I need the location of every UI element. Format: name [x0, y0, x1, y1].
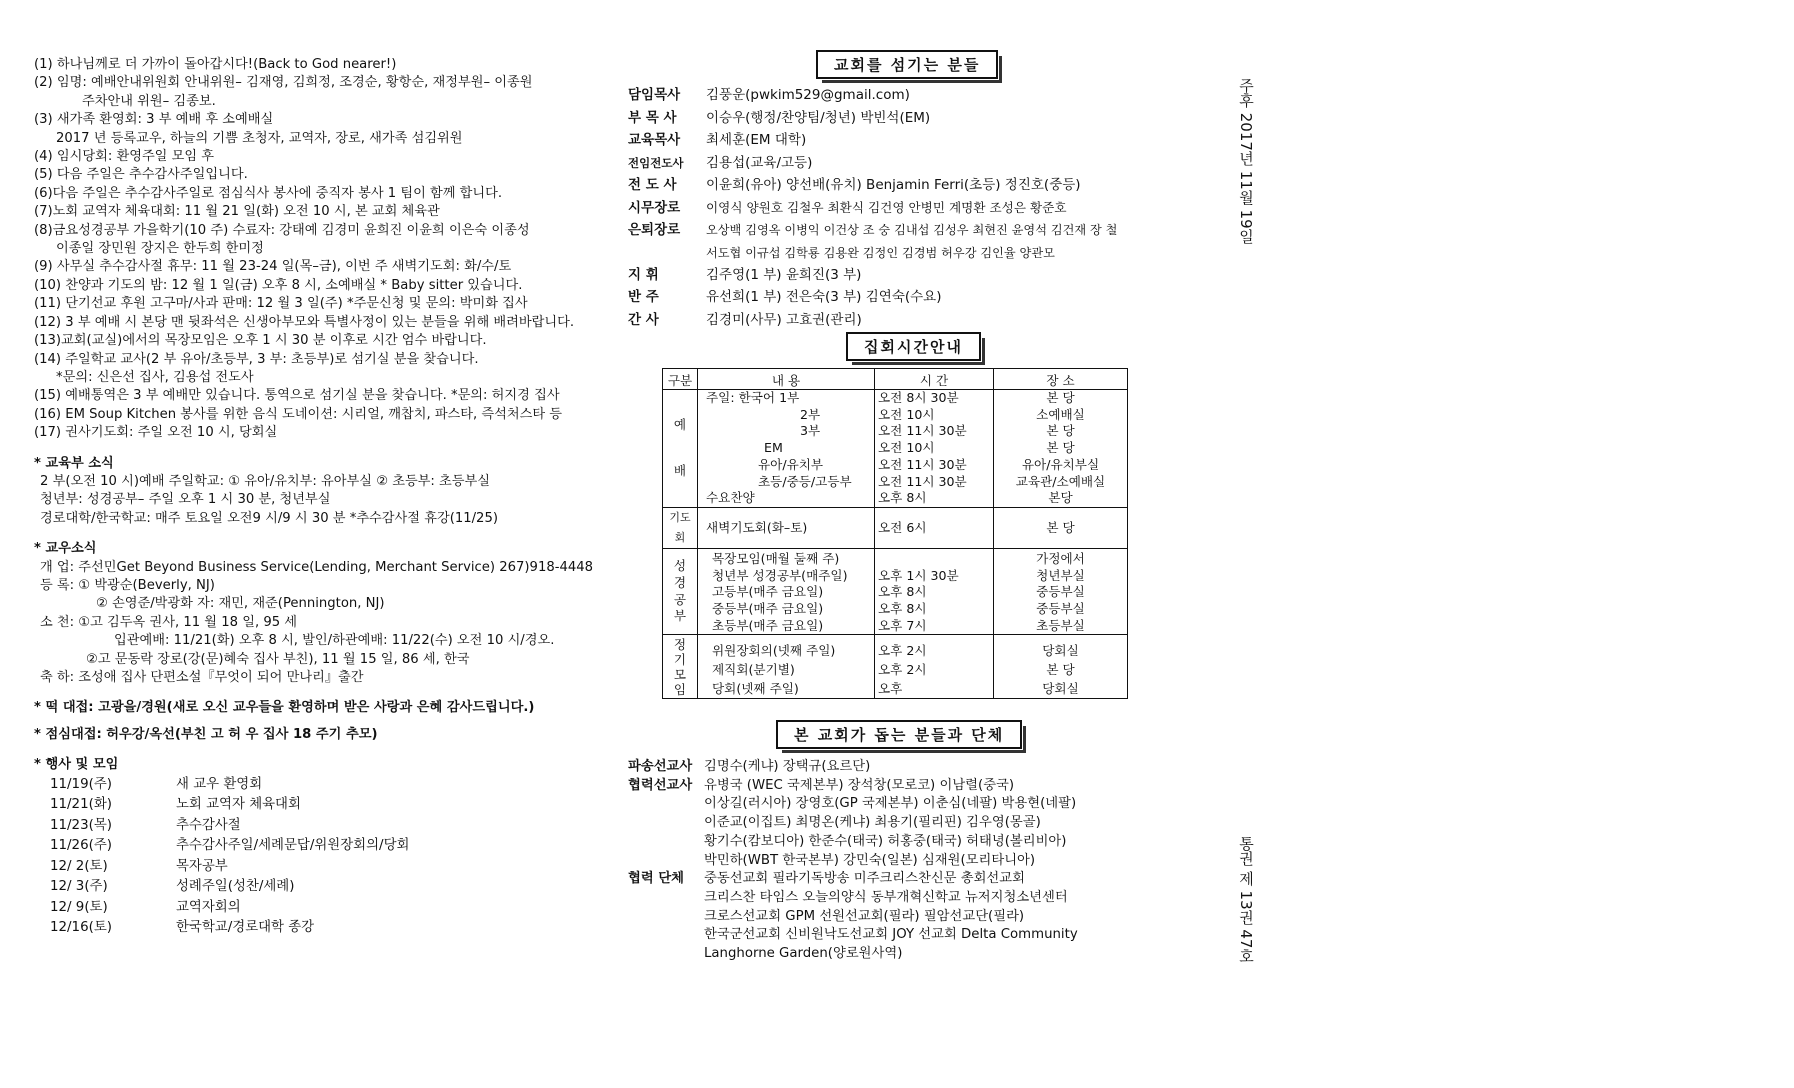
staff-row [628, 219, 1188, 242]
content-line: 제직회(분기별) [712, 662, 795, 678]
staff-role: 지 휘 [628, 266, 659, 283]
place-line: 유아/유치부실 [1021, 456, 1100, 472]
content-line: 목장모임(매월 둘째 주) [712, 550, 840, 566]
members-line: 개 업: 주선민Get Beyond Business Service(Lending, Merchant Service) 267)918-4448 [40, 559, 594, 575]
time-line: 오전 11시 30분 [878, 473, 967, 489]
announcement-item: (15) 예배통역은 3 부 예배만 있습니다. 통역으로 섬기실 분을 찾습니다. *문의: 허지경 집사 [34, 388, 560, 404]
event-name: 노회 교역자 체육대회 [176, 797, 301, 813]
members-line: 축 하: 조성애 집사 단편소설『무엇이 되어 만나리』출간 [40, 670, 364, 685]
staff-role: 전임전도사 [628, 155, 684, 170]
staff-names: 김주영(1 부) 윤희진(3 부) [706, 266, 862, 283]
time-line: 오후 7시 [878, 617, 927, 633]
announcement-item: (17) 권사기도회: 주일 오전 10 시, 당회실 [34, 425, 278, 441]
announcement-item: (14) 주일학교 교사(2 부 유아/초등부, 3 부: 초등부)로 섬기실 분을 찾습니다. [34, 351, 479, 367]
mission-names-continued: Langhorne Garden(양로원사역) [704, 946, 903, 962]
schedule-row [663, 548, 1128, 635]
announcement-item: (11) 단기선교 후원 고구마/사과 판매: 12 월 3 일(주) *주문신청 및 문의: 박미화 집사 [34, 296, 528, 312]
place-line: 본 당 [1046, 440, 1075, 456]
members-line: 입관예배: 11/21(화) 오후 8 시, 발인/하관예배: 11/22(수) 오전 10 시/경오. [114, 633, 555, 649]
time-line [878, 551, 990, 568]
place-line: 교육관/소예배실 [1015, 473, 1106, 489]
schedule-header: 구분 [663, 369, 698, 390]
schedule-category: 기도회 [663, 507, 698, 548]
mission-role: 협력선교사 [628, 777, 693, 793]
event-item [34, 898, 624, 919]
members-line: ② 손영준/박광화 자: 재민, 재준(Pennington, NJ) [96, 596, 385, 612]
content-line: 청년부 성경공부(매주일) [712, 567, 848, 583]
staff-names: 김풍운(pwkim529@gmail.com) [706, 87, 910, 103]
event-date: 11/21(화) [50, 797, 112, 813]
side-date: 주후 2017년 11월 19일 [1237, 78, 1255, 244]
event-date: 12/ 9(토) [50, 899, 108, 915]
place-line: 당회실 [1042, 643, 1079, 659]
missions-list [628, 758, 1188, 964]
staff-names-continued: 서도협 이규섭 김학룡 김용완 김정인 김경범 허우강 김인율 양관모 [706, 245, 1055, 260]
right-column [628, 50, 1198, 1050]
schedule-header: 시 간 [875, 369, 994, 390]
rice-cake-notice: * 떡 대접: 고광을/경원(새로 오신 교우들을 환영하며 받은 사랑과 은혜 감사드립니다.) [34, 700, 535, 716]
event-item [34, 836, 624, 857]
mission-names-continued: 크리스찬 타임스 오늘의양식 동부개혁신학교 뉴저지청소년센터 [704, 889, 1068, 905]
time-line: 오후 8시 [878, 601, 927, 617]
event-item [34, 816, 624, 837]
schedule-title: 집회시간안내 [846, 332, 981, 361]
event-item [34, 857, 624, 878]
content-line: 초등/중등/고등부 [758, 473, 852, 489]
event-item [34, 795, 624, 816]
announcement-item: (12) 3 부 예배 시 본당 맨 뒷좌석은 신생아부모와 특별사정이 있는 분들을 위해 배려바랍니다. [34, 314, 575, 330]
staff-names: 김용섭(교육/고등) [706, 154, 813, 171]
left-column [34, 56, 624, 939]
content-line: 중등부(매주 금요일) [712, 601, 824, 617]
missions-title: 본 교회가 돕는 분들과 단체 [776, 720, 1022, 749]
time-line: 오후 2시 [878, 643, 927, 659]
lunch-notice: * 점심대접: 허우강/옥선(부친 고 허 우 집사 18 주기 추모) [34, 726, 378, 742]
education-line: 2 부(오전 10 시)예배 주일학교: ① 유아/유치부: 유아부실 ② 초등부: 초등부실 [40, 473, 491, 489]
events-list [34, 775, 624, 939]
education-line: 경로대학/한국학교: 매주 토요일 오전9 시/9 시 30 분 *추수감사절 휴강(11/25) [40, 510, 498, 526]
place-line: 본 당 [1046, 390, 1075, 405]
announcement-item: (4) 임시당회: 환영주일 모임 후 [34, 149, 215, 165]
event-item [34, 877, 624, 898]
announcement-item: (3) 새가족 환영회: 3 부 예배 후 소예배실 [34, 112, 274, 128]
schedule-place [994, 507, 1128, 548]
staff-names: 이승우(행정/찬양팀/청년) 박빈석(EM) [706, 109, 931, 126]
category-char: 모 [673, 666, 687, 682]
content-line: 2부 [800, 406, 821, 422]
schedule-category [663, 390, 698, 508]
place-line: 본당 [1048, 490, 1073, 506]
time-line: 오전 10시 [878, 440, 935, 456]
schedule-content [698, 390, 875, 508]
schedule-category [663, 635, 698, 699]
category-char: 정 [673, 636, 687, 652]
schedule-row [663, 507, 1128, 548]
events-title: * 행사 및 모임 [34, 757, 119, 773]
staff-role: 은퇴장로 [628, 222, 681, 238]
category-char: 부 [673, 608, 687, 624]
time-line: 오후 8시 [878, 584, 927, 600]
announcement-item: *문의: 신은선 집사, 김용섭 전도사 [56, 369, 254, 385]
staff-row [628, 84, 1188, 107]
staff-names: 유선희(1 부) 전은숙(3 부) 김연숙(수요) [706, 289, 942, 305]
schedule-place [994, 390, 1128, 508]
staff-row [628, 264, 1188, 287]
schedule-place [994, 548, 1128, 635]
event-item [34, 918, 624, 939]
announcement-item: (8)금요성경공부 가을학기(10 주) 수료자: 강태예 김경미 윤희진 이윤희 이은숙 이종성 [34, 222, 530, 238]
category-char: 공 [673, 591, 687, 607]
members-section [34, 540, 624, 687]
place-line: 가정에서 [1036, 550, 1085, 566]
staff-list [628, 84, 1188, 331]
time-line: 오전 11시 30분 [878, 423, 967, 439]
schedule-header: 내 용 [698, 369, 875, 390]
schedule-place [994, 635, 1128, 699]
event-name: 교역자회의 [176, 899, 241, 915]
members-line: 등 록: ① 박광순(Beverly, NJ) [40, 577, 215, 593]
announcement-item: 이종일 장민원 장지은 한두희 한미정 [56, 241, 264, 257]
staff-names: 김경미(사무) 고효권(관리) [706, 311, 862, 328]
schedule-time [875, 548, 994, 635]
content-line: 주일: 한국어 1부 [706, 390, 800, 405]
schedule-content [698, 548, 875, 635]
schedule-time [875, 390, 994, 508]
event-date: 11/19(주) [50, 776, 112, 792]
members-title: * 교우소식 [34, 541, 97, 557]
mission-row [628, 758, 1188, 777]
announcement-item: (10) 찬양과 기도의 밤: 12 월 1 일(금) 오후 8 시, 소예배실 * Baby sitter 있습니다. [34, 277, 523, 293]
schedule-time [875, 507, 994, 548]
staff-names: 오상백 김영옥 이병익 이건상 조 숭 김내섭 김성우 최현진 윤영석 김건재 장 철 [706, 223, 1118, 237]
content-line: 고등부(매주 금요일) [712, 584, 824, 600]
mission-names-continued: 황기수(캄보디아) 한준수(태국) 허홍중(태국) 허태녕(볼리비아) [704, 833, 1067, 849]
schedule-header-row [663, 369, 1128, 390]
mission-names: 유병국 (WEC 국제본부) 장석창(모로코) 이남렬(중국) [704, 777, 1015, 793]
staff-role: 담임목사 [628, 87, 681, 103]
announcement-item: (7)노회 교역자 체육대회: 11 월 21 일(화) 오전 10 시, 본 교회 체육관 [34, 204, 440, 220]
announcement-item: 주차안내 위원– 김종보. [82, 93, 216, 109]
place-line: 청년부실 [1036, 567, 1085, 583]
content-line: 초등부(매주 금요일) [712, 617, 824, 633]
event-name: 추수감사주일/세례문답/위원장회의/당회 [176, 838, 410, 854]
staff-row [628, 129, 1188, 152]
place-line: 중등부실 [1036, 584, 1085, 600]
staff-row [628, 107, 1188, 130]
staff-role: 부 목 사 [628, 109, 677, 126]
schedule-header: 장 소 [994, 369, 1128, 390]
schedule-row [663, 390, 1128, 508]
time-line: 오전 10시 [878, 406, 935, 422]
place-line: 당회실 [1042, 681, 1079, 697]
schedule-time [875, 635, 994, 699]
announcement-item: (13)교회(교실)에서의 목장모임은 오후 1 시 30 분 이후로 시간 엄수 바랍니다. [34, 333, 487, 349]
staff-row [628, 174, 1188, 197]
announcement-item: (1) 하나님께로 더 가까이 돌아갑시다!(Back to God nearer!) [34, 57, 397, 72]
mission-role: 파송선교사 [628, 759, 693, 774]
schedule-content [698, 507, 875, 548]
staff-role: 전 도 사 [628, 177, 677, 193]
time-line: 오후 1시 30분 [878, 567, 959, 583]
content-line: EM [764, 440, 783, 456]
staff-role: 시무장로 [628, 199, 681, 216]
event-name: 한국학교/경로대학 종강 [176, 920, 315, 936]
announcement-item: (16) EM Soup Kitchen 봉사를 위한 음식 도네이션: 시리얼, 깨찹치, 파스타, 즉석처스타 등 [34, 406, 563, 422]
place-line: 소예배실 [1036, 406, 1085, 422]
schedule-category [663, 548, 698, 635]
time-line: 오전 6시 [878, 519, 927, 535]
side-volume: 통권 제 13권 47호 [1237, 836, 1255, 964]
event-name: 새 교우 환영회 [176, 776, 263, 792]
category-char: 임 [673, 681, 687, 697]
announcement-item: (5) 다음 주일은 추수감사주일입니다. [34, 167, 248, 183]
mission-names-continued: 크로스선교회 GPM 선원선교회(필라) 필암선교단(필라) [704, 908, 1025, 924]
staff-row [628, 309, 1188, 332]
event-date: 11/26(주) [50, 838, 112, 854]
announcement-list [34, 56, 624, 443]
members-line: 소 천: ①고 김두옥 권사, 11 월 18 일, 95 세 [40, 614, 298, 630]
staff-role: 반 주 [628, 289, 659, 305]
content-line: 유아/유치부 [758, 456, 824, 472]
staff-names: 최세훈(EM 대학) [706, 132, 807, 148]
staff-role: 간 사 [628, 311, 659, 328]
time-line: 오후 2시 [878, 662, 927, 678]
event-date: 12/ 2(토) [50, 858, 108, 874]
time-line: 오후 8시 [878, 490, 927, 506]
category-char: 기 [673, 651, 687, 667]
mission-row [628, 870, 1188, 889]
education-title: * 교육부 소식 [34, 455, 114, 471]
members-line: ②고 문동락 장로(강(문)혜숙 집사 부친), 11 월 15 일, 86 세, 한국 [86, 651, 470, 667]
category-char: 배 [673, 463, 687, 479]
content-line: 위원장회의(넷째 주일) [712, 643, 836, 659]
event-date: 11/23(목) [50, 817, 112, 833]
event-date: 12/16(토) [50, 920, 112, 936]
staff-title: 교회를 섬기는 분들 [816, 50, 998, 79]
time-line: 오전 8시 30분 [878, 390, 959, 405]
schedule-content [698, 635, 875, 699]
content-line: 새벽기도회(화–토) [706, 519, 808, 535]
content-line: 당회(넷째 주일) [712, 681, 799, 697]
staff-row [628, 286, 1188, 309]
announcement-item: (6)다음 주일은 추수감사주일로 점심식사 봉사에 중직자 봉사 1 팀이 함께 합니다. [34, 185, 503, 201]
schedule-row [663, 635, 1128, 699]
education-line: 청년부: 성경공부– 주일 오후 1 시 30 분, 청년부실 [40, 492, 331, 508]
category-char: 예 [673, 416, 687, 432]
staff-names: 이영식 양원호 김철우 최환식 김건영 안병민 계명환 조성은 황준호 [706, 199, 1067, 215]
staff-row [628, 152, 1188, 175]
event-date: 12/ 3(주) [50, 879, 108, 895]
category-char: 성 [673, 558, 687, 574]
content-line: 3부 [800, 423, 821, 439]
mission-names-continued: 이상길(러시아) 장영호(GP 국제본부) 이춘심(네팔) 박용현(네팔) [704, 796, 1077, 812]
category-char: 경 [673, 574, 687, 590]
place-line: 본 당 [1046, 423, 1075, 439]
event-name: 목자공부 [176, 858, 228, 874]
staff-role: 교육목사 [628, 132, 681, 148]
mission-names-continued: 박민하(WBT 한국본부) 강민숙(일본) 심재원(모리타니아) [704, 852, 1036, 868]
event-name: 성례주일(성찬/세례) [176, 879, 295, 895]
schedule-table [662, 368, 1128, 699]
staff-row [628, 197, 1188, 220]
education-section [34, 455, 624, 529]
announcement-item: (2) 임명: 예배안내위원회 안내위원– 김재영, 김희정, 조경순, 황항순, 재정부원– 이종원 [34, 75, 533, 91]
content-line: 수요찬양 [706, 490, 755, 506]
place-line: 본 당 [1046, 519, 1075, 535]
mission-names: 중동선교회 필라기독방송 미주크리스찬신문 총회선교회 [704, 871, 1025, 887]
mission-row [628, 777, 1188, 796]
mission-role: 협력 단체 [628, 871, 685, 887]
announcement-item: (9) 사무실 추수감사절 휴무: 11 월 23-24 일(목–금), 이번 주 새벽기도회: 화/수/토 [34, 259, 512, 275]
staff-names: 이윤희(유아) 양선배(유치) Benjamin Ferri(초등) 정진호(중등) [706, 177, 1081, 193]
place-line: 중등부실 [1036, 601, 1085, 617]
announcement-item: 2017 년 등록교우, 하늘의 기쁨 초청자, 교역자, 장로, 새가족 섬김위원 [56, 130, 463, 146]
mission-names-continued: 이준교(이집트) 최명온(케냐) 최용기(필리핀) 김우영(몽골) [704, 815, 1041, 831]
event-item [34, 775, 624, 796]
mission-names: 김명수(케냐) 장택규(요르단) [704, 759, 871, 774]
time-line: 오후 [878, 681, 903, 697]
place-line: 본 당 [1046, 662, 1075, 678]
place-line: 초등부실 [1036, 617, 1085, 633]
mission-names-continued: 한국군선교회 신비원낙도선교회 JOY 선교회 Delta Community [704, 927, 1078, 943]
time-line: 오전 11시 30분 [878, 456, 967, 472]
event-name: 추수감사절 [176, 817, 241, 833]
